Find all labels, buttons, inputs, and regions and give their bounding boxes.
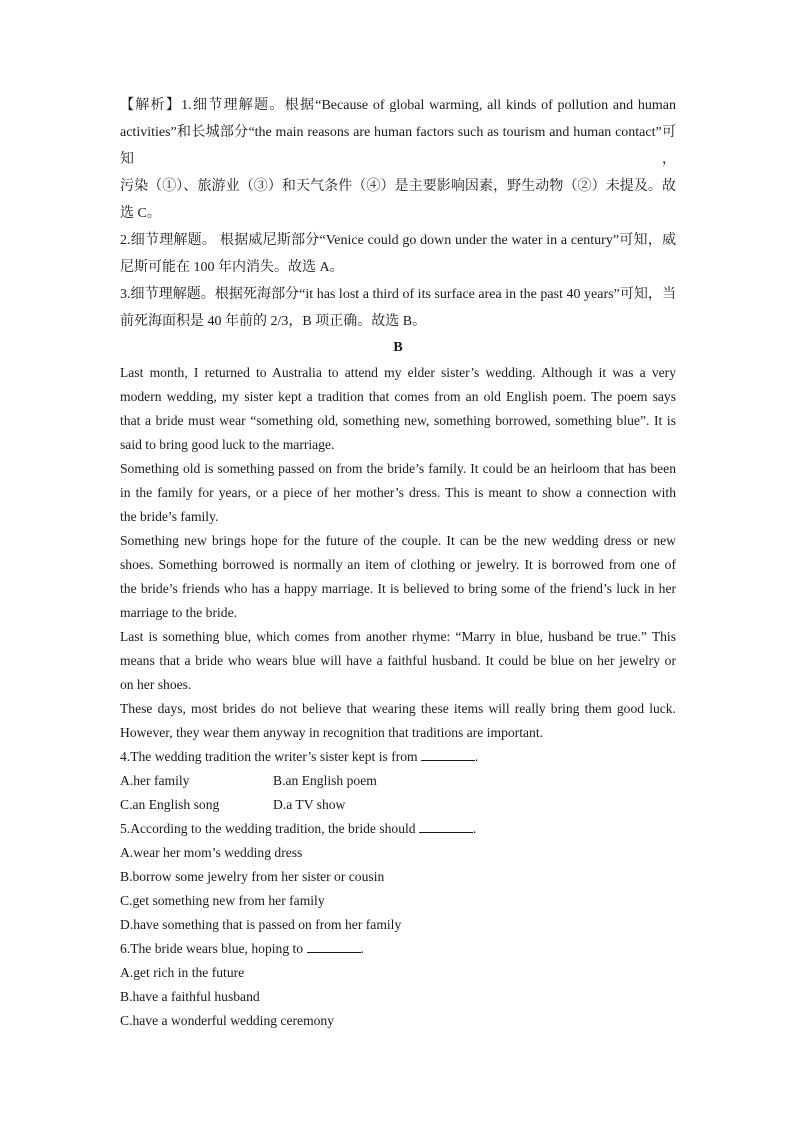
analysis-line-2: activities”和长城部分“the main reasons are human factors such as tourism and human contact”可知， [120, 125, 676, 167]
question-end: . [473, 821, 477, 836]
question-list [120, 745, 676, 1033]
option-b: B.an English poem [273, 773, 377, 788]
passage-paragraph [120, 625, 676, 697]
question-stem: 5.According to the wedding tradition, the bride should [120, 821, 416, 836]
option-b: B.borrow some jewelry from her sister or cousin [120, 869, 385, 884]
option-b: B.have a faithful husband [120, 989, 260, 1004]
option-c: C.get something new from her family [120, 893, 325, 908]
passage-line: the bride’s family. [120, 509, 219, 524]
answer-blank [419, 819, 473, 833]
answer-blank [421, 747, 475, 761]
passage-line: modern wedding, my sister kept a tradition that comes from an old English poem. The poem says [120, 389, 676, 404]
option-a: A.her family [120, 773, 190, 788]
passage-line: shoes. Something borrowed is normally an item of clothing or jewelry. It is borrowed from one of [120, 557, 676, 572]
passage-line: on her shoes. [120, 677, 192, 692]
option-d: D.a TV show [273, 797, 346, 812]
option-c: C.an English song [120, 797, 220, 812]
passage-line: means that a bride who wears blue will have a faithful husband. It could be blue on her jewelry or [120, 653, 676, 668]
option-c: C.have a wonderful wedding ceremony [120, 1013, 335, 1028]
passage-line: Last is something blue, which comes from another rhyme: “Marry in blue, husband be true.” This [120, 629, 676, 644]
analysis-line-3: 污染（①）、旅游业（③）和天气条件（④）是主要影响因素，野生动物（②）未提及。故 [120, 179, 676, 194]
passage-line: Something old is something passed on from the bride’s family. It could be an heirloom that has been [120, 461, 676, 476]
passage-paragraph [120, 529, 676, 625]
analysis-line-8: 前死海面积是 40 年前的 2/3，B 项正确。故选 B。 [120, 314, 427, 329]
passage-line: that a bride must wear “something old, something new, something borrowed, something blue”. It is [120, 413, 676, 428]
reading-passage [120, 361, 676, 745]
answer-analysis [120, 92, 676, 335]
passage-line: However, they wear them anyway in recognition that traditions are important. [120, 725, 543, 740]
passage-line: Something new brings hope for the future of the couple. It can be the new wedding dress or new [120, 533, 676, 548]
passage-paragraph [120, 697, 676, 745]
analysis-line-7: 3.细节理解题。根据死海部分“it has lost a third of its surface area in the past 40 years”可知，当 [120, 287, 676, 302]
question-end: . [360, 941, 364, 956]
analysis-line-4: 选 C。 [120, 206, 161, 221]
question-end: . [475, 749, 479, 764]
option-d: D.have something that is passed on from her family [120, 917, 402, 932]
option-a: A.wear her mom’s wedding dress [120, 845, 303, 860]
answer-blank [307, 939, 361, 953]
passage-line: in the family for years, or a piece of her mother’s dress. This is meant to show a connection with [120, 485, 676, 500]
passage-line: said to bring good luck to the marriage. [120, 437, 335, 452]
passage-paragraph [120, 457, 676, 529]
passage-paragraph [120, 361, 676, 457]
option-a: A.get rich in the future [120, 965, 245, 980]
passage-line: Last month, I returned to Australia to attend my elder sister’s wedding. Although it was a very [120, 365, 676, 380]
question-5 [120, 817, 676, 841]
question-4 [120, 745, 676, 769]
passage-line: These days, most brides do not believe that wearing these items will really bring them good luck. [120, 701, 676, 716]
question-stem: 4.The wedding tradition the writer’s sister kept is from [120, 749, 418, 764]
analysis-line-6: 尼斯可能在 100 年内消失。故选 A。 [120, 260, 344, 275]
question-6 [120, 937, 676, 961]
question-stem: 6.The bride wears blue, hoping to [120, 941, 304, 956]
document-page [120, 92, 676, 1033]
analysis-line-5: 2.细节理解题。 根据威尼斯部分“Venice could go down under the water in a century”可知，威 [120, 233, 676, 248]
passage-line: marriage to the bride. [120, 605, 238, 620]
analysis-line-1: 【解析】1.细节理解题。根据“Because of global warming, all kinds of pollution and human [120, 98, 676, 113]
section-heading: B [393, 340, 403, 355]
passage-line: the bride’s friends who has a happy marriage. It is believed to bring some of the friend’s luck in her [120, 581, 676, 596]
option-row [120, 793, 676, 817]
option-row [120, 769, 676, 793]
